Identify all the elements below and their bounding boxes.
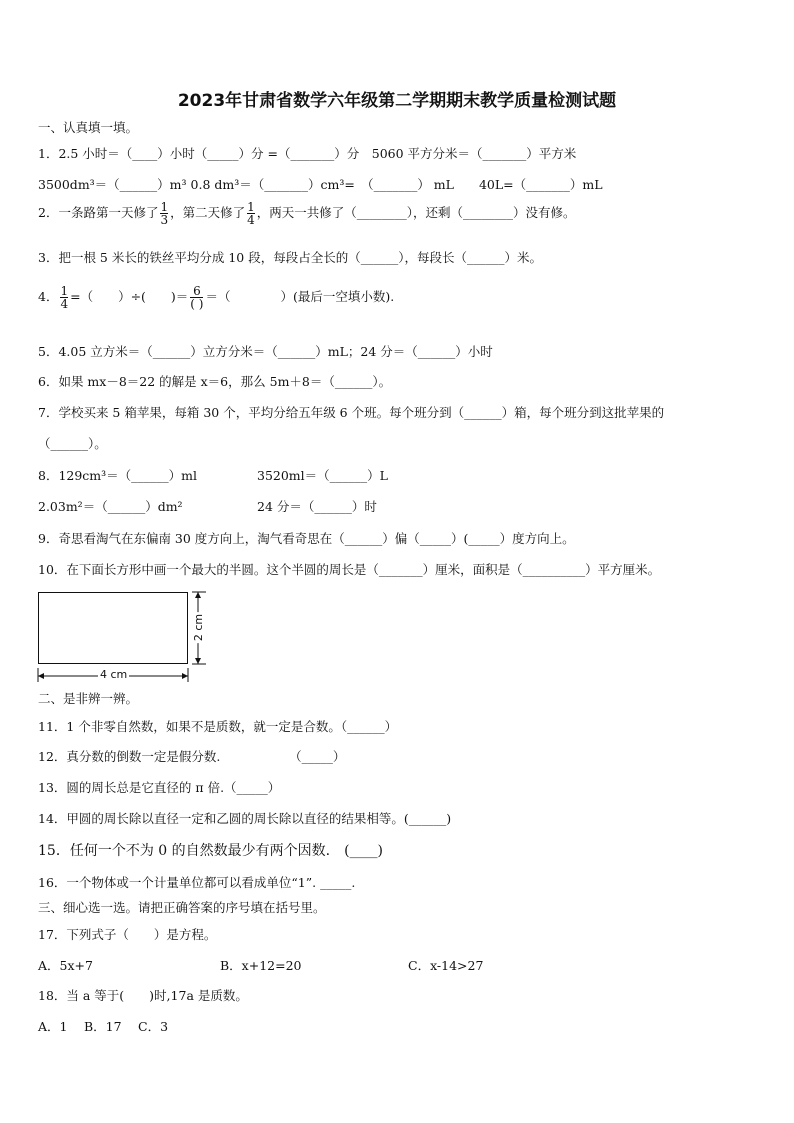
question-7-line-1: 7．学校买来 5 箱苹果，每箱 30 个，平均分给五年级 6 个班。每个班分到（______）箱，每个班分到这批苹果的 xyxy=(38,405,665,420)
question-15: 15．任何一个不为 0 的自然数最少有两个因数. (____) xyxy=(38,843,383,859)
question-17: 17．下列式子（ ）是方程。 xyxy=(38,927,217,942)
denominator: 3 xyxy=(160,213,169,227)
section-2-heading: 二、是非辨一辨。 xyxy=(38,691,139,706)
question-2-suffix: ，两天一共修了（________），还剩（________）没有修。 xyxy=(256,205,576,220)
numerator: 6 xyxy=(193,284,201,298)
question-2 xyxy=(38,201,576,226)
question-13: 13．圆的周长总是它直径的 π 倍.（_____） xyxy=(38,780,281,795)
question-3: 3．把一根 5 米长的铁丝平均分成 10 段，每段占全长的（______），每段长（______）米。 xyxy=(38,250,542,265)
question-1-line-1: 1．2.5 小时＝（____）小时（_____）分 =（_______）分 5060 平方分米＝（_______）平方米 xyxy=(38,146,577,161)
question-18-options: A．1 B．17 C．3 xyxy=(38,1019,169,1034)
fraction-six-over-blank xyxy=(190,285,203,310)
question-4-middle: =（ ）÷( )＝ xyxy=(70,289,189,304)
question-6: 6．如果 mx－8＝22 的解是 x＝6，那么 5m＋8＝（______）。 xyxy=(38,374,392,389)
height-label: 2 cm xyxy=(192,613,206,642)
question-4-prefix: 4． xyxy=(38,289,59,304)
width-label: 4 cm xyxy=(100,668,128,681)
question-18: 18．当 a 等于( )时,17a 是质数。 xyxy=(38,988,248,1003)
question-8-item-4: 24 分＝（______）时 xyxy=(257,499,377,514)
question-7-line-2: （______）。 xyxy=(38,436,107,451)
section-1-heading: 一、认真填一填。 xyxy=(38,120,139,135)
denominator: ( ) xyxy=(190,297,204,311)
question-16: 16．一个物体或一个计量单位都可以看成单位“1”. _____. xyxy=(38,875,356,890)
question-17-option-a: A．5x+7 xyxy=(38,958,93,973)
question-10: 10．在下面长方形中画一个最大的半圆。这个半圆的周长是（_______）厘米，面积是（__________）平方厘米。 xyxy=(38,562,661,577)
question-17-option-c: C．x-14>27 xyxy=(408,958,484,973)
fraction-one-third xyxy=(160,201,168,226)
numerator: 1 xyxy=(160,200,169,214)
question-4-suffix: ＝（ ）(最后一空填小数). xyxy=(205,289,395,304)
question-8-item-1: 8．129cm³＝（______）ml xyxy=(38,468,198,483)
question-14: 14．甲圆的周长除以直径一定和乙圆的周长除以直径的结果相等。(______) xyxy=(38,811,452,826)
section-3-heading: 三、细心选一选。请把正确答案的序号填在括号里。 xyxy=(38,900,326,915)
question-17-option-b: B．x+12=20 xyxy=(220,958,302,973)
denominator: 4 xyxy=(60,297,69,311)
page-title: 2023年甘肃省数学六年级第二学期期末教学质量检测试题 xyxy=(177,91,617,111)
question-8-item-3: 2.03m²＝（______）dm² xyxy=(38,499,183,514)
question-8-item-2: 3520ml＝（______）L xyxy=(257,468,388,483)
numerator: 1 xyxy=(60,284,69,298)
fraction-one-quarter xyxy=(247,201,255,226)
question-2-prefix: 2．一条路第一天修了 xyxy=(38,205,159,220)
question-12: 12．真分数的倒数一定是假分数. （_____） xyxy=(38,749,346,764)
fraction-one-quarter xyxy=(60,285,68,310)
question-4 xyxy=(38,285,394,310)
question-11: 11．1 个非零自然数，如果不是质数，就一定是合数。（______） xyxy=(38,719,398,734)
numerator: 1 xyxy=(247,200,255,214)
question-2-middle: ，第二天修了 xyxy=(170,205,246,220)
question-9: 9．奇思看淘气在东偏南 30 度方向上，淘气看奇思在（______）偏（_____）(_____）度方向上。 xyxy=(38,531,575,546)
denominator: 4 xyxy=(247,213,255,227)
question-5: 5．4.05 立方米＝（______）立方分米＝（______）mL；24 分＝（______）小时 xyxy=(38,344,493,359)
question-1-line-2: 3500dm³＝（______）m³ 0.8 dm³＝（_______）cm³= （_______） mL 40L=（_______）mL xyxy=(38,177,603,192)
